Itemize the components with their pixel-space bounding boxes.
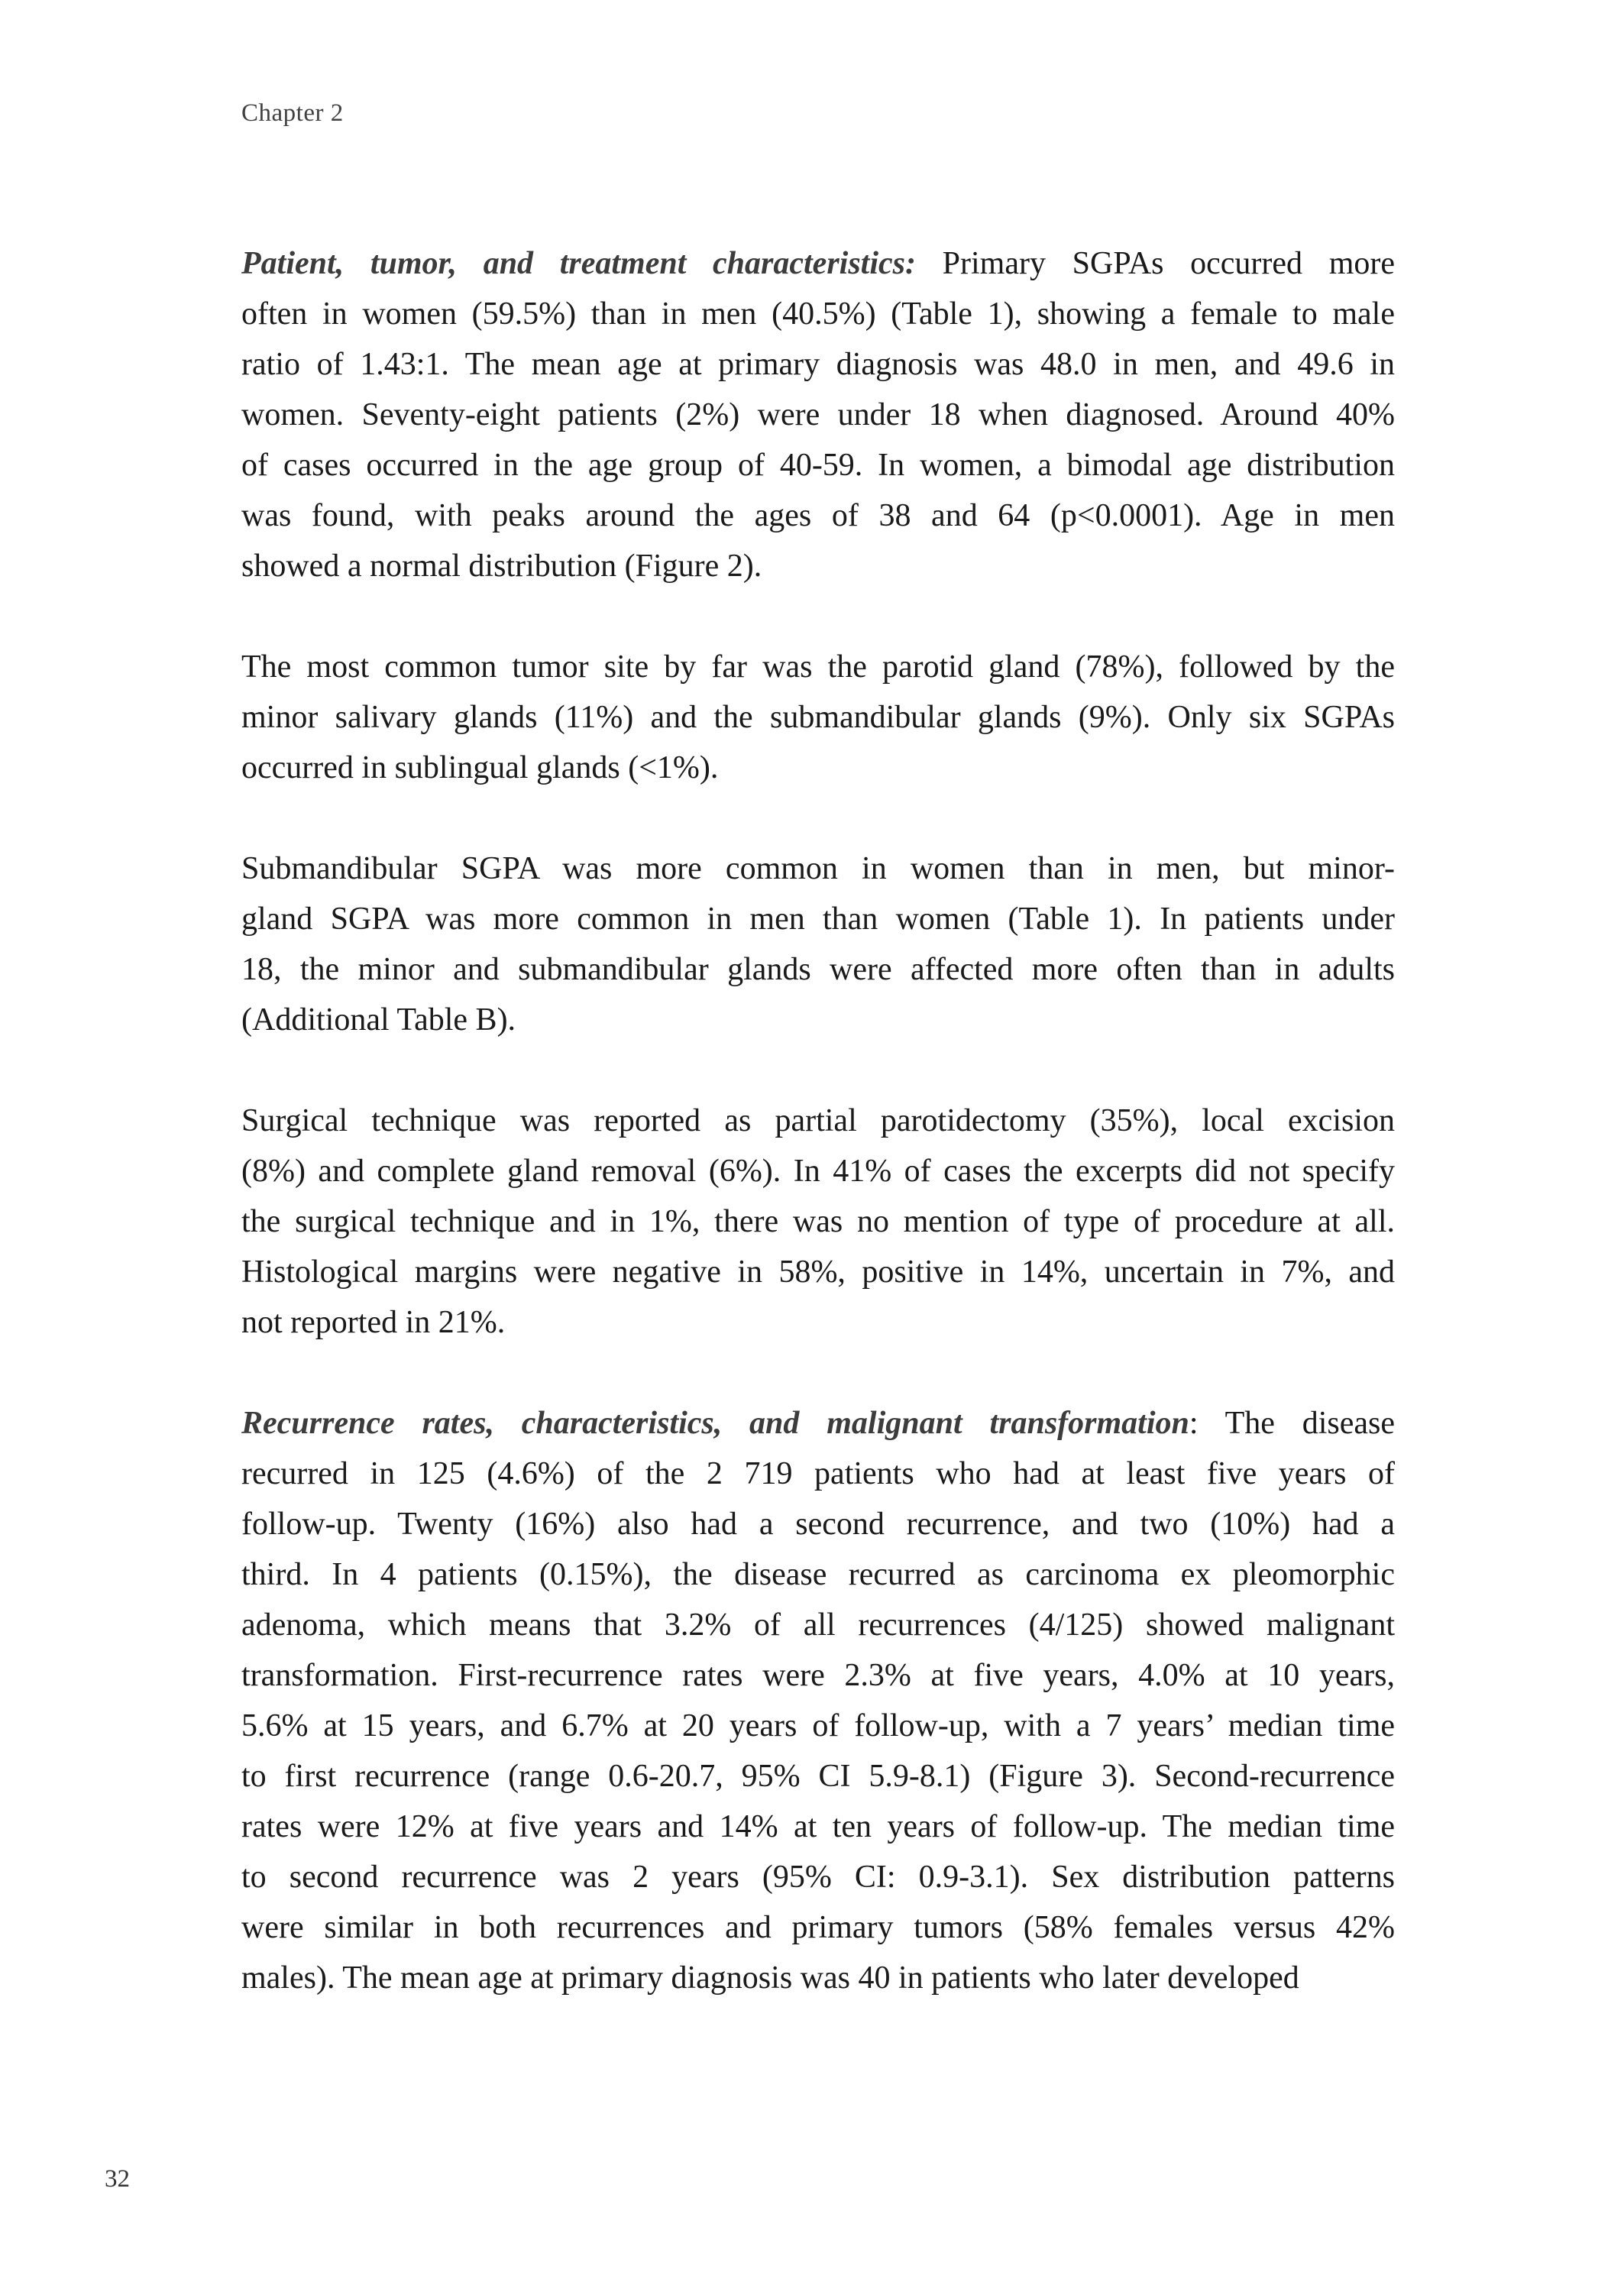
paragraph [241,1096,1395,1348]
text-line: transformation. First-recurrence rates were 2.3% at five years, 4.0% at 10 years, [241,1658,1395,1693]
text-line: occurred in sublingual glands (<1%). [241,750,719,785]
text-line: of cases occurred in the age group of 40-59. In women, a bimodal age distribution [241,448,1395,483]
text-line: males). The mean age at primary diagnosis was 40 in patients who later developed [241,1960,1299,1996]
paragraph [241,238,1395,591]
text-line: The most common tumor site by far was the parotid gland (78%), followed by the [241,649,1395,685]
text-line: (8%) and complete gland removal (6%). In 41% of cases the excerpts did not specify [241,1154,1395,1189]
text-line: follow-up. Twenty (16%) also had a second recurrence, and two (10%) had a [241,1507,1395,1542]
text-line: 5.6% at 15 years, and 6.7% at 20 years of follow-up, with a 7 years’ median time [241,1708,1395,1743]
text-line: not reported in 21%. [241,1305,506,1340]
text-line: were similar in both recurrences and primary tumors (58% females versus 42% [241,1910,1395,1945]
running-header: Chapter 2 [241,99,344,127]
text-line: third. In 4 patients (0.15%), the disease recurred as carcinoma ex pleomorphic [241,1557,1395,1592]
paragraph [241,843,1395,1045]
page-number: 32 [105,2165,130,2193]
text-line: 18, the minor and submandibular glands were affected more often than in adults [241,952,1395,987]
text-line: rates were 12% at five years and 14% at ten years of follow-up. The median time [241,1809,1395,1844]
text-line: Patient, tumor, and treatment characteristics: Primary SGPAs occurred more [241,246,1395,281]
text-line: ratio of 1.43:1. The mean age at primary diagnosis was 48.0 in men, and 49.6 in [241,347,1395,382]
text-line: Submandibular SGPA was more common in women than in men, but minor- [241,851,1395,886]
text-line: the surgical technique and in 1%, there was no mention of type of procedure at all. [241,1204,1395,1239]
text-line: (Additional Table B). [241,1002,516,1038]
text-line: minor salivary glands (11%) and the submandibular glands (9%). Only six SGPAs [241,700,1395,735]
text-line: gland SGPA was more common in men than women (Table 1). In patients under [241,902,1395,937]
body-text-block [241,238,1395,2054]
paragraph [241,1398,1395,2003]
text-line: women. Seventy-eight patients (2%) were under 18 when diagnosed. Around 40% [241,397,1395,432]
text-line: recurred in 125 (4.6%) of the 2 719 patients who had at least five years of [241,1456,1395,1491]
text-line: often in women (59.5%) than in men (40.5%) (Table 1), showing a female to male [241,296,1395,332]
paragraph [241,642,1395,793]
text-line: Recurrence rates, characteristics, and malignant transformation: The disease [241,1406,1395,1441]
text-line: showed a normal distribution (Figure 2). [241,549,762,584]
text-line: was found, with peaks around the ages of 38 and 64 (p<0.0001). Age in men [241,498,1395,533]
text-line: Surgical technique was reported as partial parotidectomy (35%), local excision [241,1103,1395,1138]
text-line: to first recurrence (range 0.6-20.7, 95% CI 5.9-8.1) (Figure 3). Second-recurrence [241,1759,1395,1794]
text-line: Histological margins were negative in 58%, positive in 14%, uncertain in 7%, and [241,1254,1395,1290]
text-line: to second recurrence was 2 years (95% CI: 0.9-3.1). Sex distribution patterns [241,1860,1395,1895]
text-line: adenoma, which means that 3.2% of all recurrences (4/125) showed malignant [241,1607,1395,1643]
